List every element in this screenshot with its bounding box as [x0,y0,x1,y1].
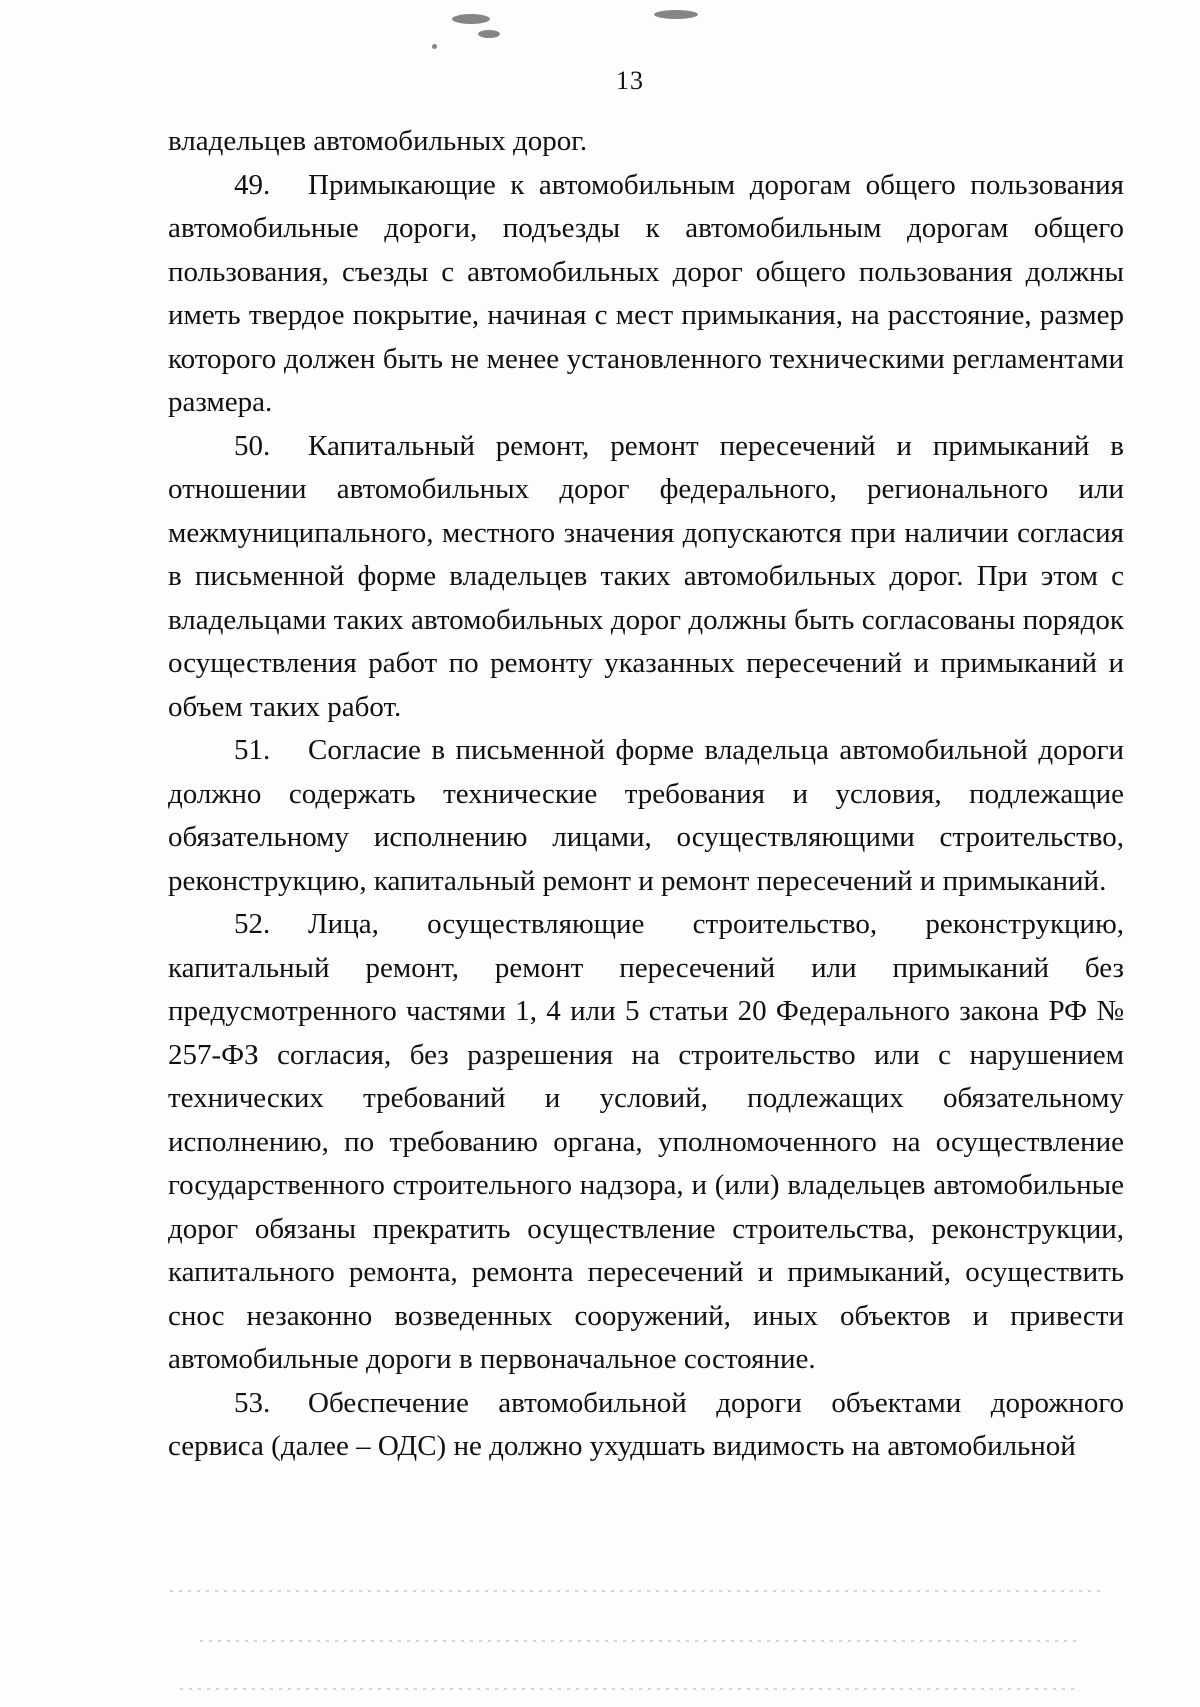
scan-artifact [432,44,437,49]
scan-artifact [478,30,500,38]
scan-artifact [170,1590,1100,1592]
paragraph-text: Примыкающие к автомобильным дорогам общего пользования автомобильные дороги, подъезды к автомобильным дорогам общего пользования, съезды с автомобильных дорог общего пользования должны иметь твердое покрытие, начиная с мест примыкания, на расстояние, размер которого должен быть не менее установленного техническими регламентами размера. [168,168,1124,418]
paragraph-number: 49. [234,168,271,201]
paragraph-50 [168,425,1124,730]
continuation-text: владельцев автомобильных дорог. [168,125,588,157]
page-number: 13 [616,66,644,95]
paragraph-number: 51. [234,734,271,766]
paragraph-53 [168,1382,1124,1469]
paragraph-number: 50. [234,429,271,462]
scan-artifact [180,1688,1080,1690]
paragraph-number: 52. [234,908,271,940]
scan-artifact [200,1640,1080,1642]
document-body [168,120,1124,1469]
paragraph-49 [168,164,1124,425]
scan-artifact [654,10,698,19]
paragraph-51 [168,729,1124,903]
scan-artifact [452,14,490,24]
paragraph-text: Капитальный ремонт, ремонт пересечений и примыканий в отношении автомобильных дорог федерального, регионального или межмуниципального, местного значения допускаются при наличии согласия в письменной форме владельцев таких автомобильных дорог. При этом с владельцами таких автомобильных дорог должны быть согласованы порядок осуществления работ по ремонту указанных пересечений и примыканий и объем таких работ. [168,429,1124,723]
paragraph-text: Лица, осуществляющие строительство, реконструкцию, капитальный ремонт, ремонт пересечений или примыканий без предусмотренного частями 1, 4 или 5 статьи 20 Федерального закона РФ № 257-ФЗ согласия, без разрешения на строительство или с нарушением технических требований и условий, подлежащих обязательному исполнению, по требованию органа, уполномоченного на осуществление государственного строительного надзора, и (или) владельцев автомобильные дорог обязаны прекратить осуществление строительства, реконструкции, капитального ремонта, ремонта пересечений и примыканий, осуществить снос незаконно возведенных сооружений, иных объектов и привести автомобильные дороги в первоначальное состояние. [168,908,1124,1375]
paragraph-text: Согласие в письменной форме владельца автомобильной дороги должно содержать технические требования и условия, подлежащие обязательному исполнению лицами, осуществляющими строительство, реконструкцию, капитальный ремонт и ремонт пересечений и примыканий. [168,734,1124,897]
paragraph-text: Обеспечение автомобильной дороги объектами дорожного сервиса (далее – ОДС) не должно ухудшать видимость на автомобильной [168,1386,1124,1462]
paragraph-number: 53. [234,1386,271,1419]
paragraph-52 [168,903,1124,1382]
